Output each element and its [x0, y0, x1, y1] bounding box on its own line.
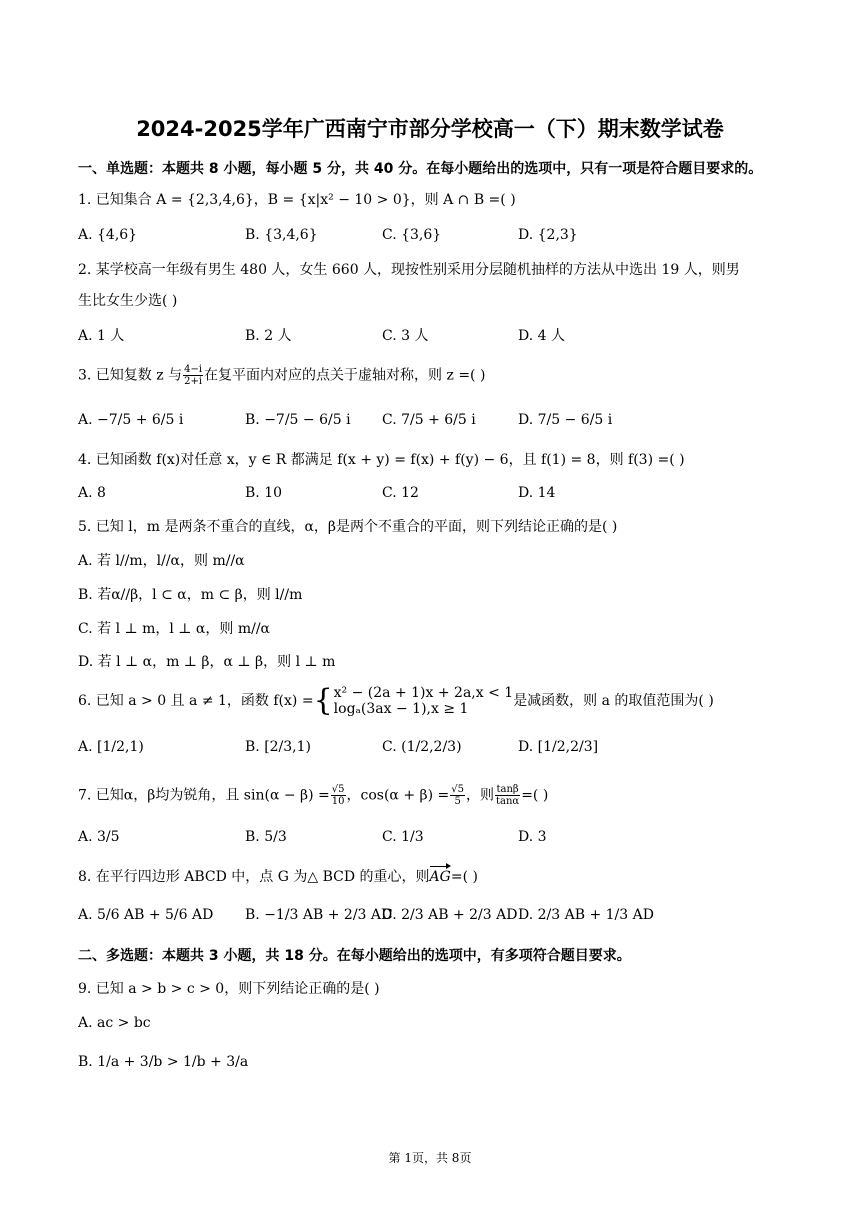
question-6-option-d: D. [1/2,2/3]: [518, 739, 599, 755]
question-4-option-c: C. 12: [382, 485, 419, 501]
question-7-fraction-1: $\frac{√5}{10}$: [331, 784, 345, 807]
question-7-option-c: C. 1/3: [382, 829, 424, 845]
question-3-option-d: D. 7/5 − 6/5 i: [518, 412, 613, 428]
question-2-stem-line2: 生比女生少选( ): [78, 293, 178, 309]
question-6-option-c: C. (1/2,2/3): [382, 739, 462, 755]
question-5-option-d: D. 若 l ⊥ α，m ⊥ β，α ⊥ β，则 l ⊥ m: [78, 654, 336, 670]
question-2-option-d: D. 4 人: [518, 328, 565, 344]
question-7-option-a: A. 3/5: [78, 829, 120, 845]
question-5-stem: 5. 已知 l，m 是两条不重合的直线，α，β是两个不重合的平面，则下列结论正确的是( ): [78, 519, 618, 535]
question-6-option-b: B. [2/3,1): [245, 739, 312, 755]
question-8-option-b: B. −1/3 AB + 2/3 AD: [245, 907, 393, 923]
question-8-option-a: A. 5/6 AB + 5/6 AD: [78, 907, 214, 923]
question-8-text-a: 8. 在平行四边形 ABCD 中，点 G 为△ BCD 的重心，则: [78, 869, 430, 885]
question-9-stem: 9. 已知 a > b > c > 0，则下列结论正确的是( ): [78, 981, 380, 997]
vector-ag: AG: [429, 869, 451, 885]
page-footer: 第 1页，共 8页: [388, 1151, 472, 1165]
piecewise-case-1: x² − (2a + 1)x + 2a,x < 1: [333, 685, 514, 701]
question-4-option-d: D. 14: [518, 485, 556, 501]
question-3-text-a: 3. 已知复数 z 与: [78, 367, 183, 384]
piecewise-case-2: logₐ(3ax − 1),x ≥ 1: [333, 701, 469, 717]
question-5-option-b: B. 若α//β，l ⊂ α，m ⊂ β，则 l//m: [78, 587, 303, 603]
question-3-option-a: A. −7/5 + 6/5 i: [78, 412, 184, 428]
question-6-option-a: A. [1/2,1): [78, 739, 144, 755]
question-3-text-b: 在复平面内对应的点关于虚轴对称，则 z =( ): [204, 367, 486, 384]
question-2-stem-line1: 2. 某学校高一年级有男生 480 人，女生 660 人，现按性别采用分层随机抽样的方法从中选出 19 人，则男: [78, 262, 740, 278]
question-9-option-a: A. ac > bc: [78, 1015, 151, 1031]
question-4-option-b: B. 10: [245, 485, 283, 501]
question-3-option-c: C. 7/5 + 6/5 i: [382, 412, 476, 428]
question-2-option-a: A. 1 人: [78, 328, 125, 344]
question-5-option-c: C. 若 l ⊥ m，l ⊥ α，则 m//α: [78, 621, 270, 637]
question-3-stem: [78, 364, 485, 387]
question-1-option-c: C. {3,6}: [382, 227, 442, 243]
question-9-option-b: B. 1/a + 3/b > 1/b + 3/a: [78, 1054, 249, 1070]
question-7-text-c: ，则: [466, 787, 494, 804]
question-3-fraction: $\frac{4-i}{2+i}$: [184, 364, 203, 387]
question-1-stem: [78, 190, 516, 210]
question-6-text-b: 是减函数，则 a 的取值范围为( ): [513, 693, 714, 709]
question-8-text-b: =( ): [450, 869, 478, 885]
question-8-option-c: C. 2/3 AB + 2/3 AD: [382, 907, 518, 923]
question-7-option-b: B. 5/3: [245, 829, 287, 845]
question-7-text-a: 7. 已知α，β均为锐角，且 sin(α − β) =: [78, 787, 330, 804]
question-2-option-b: B. 2 人: [245, 328, 292, 344]
question-2-option-c: C. 3 人: [382, 328, 429, 344]
section-heading-multiple-choice: 二、多选题：本题共 3 小题，共 18 分。在每小题给出的选项中，有多项符合题目要求。: [78, 948, 631, 964]
question-1-option-a: A. {4,6}: [78, 227, 138, 243]
question-7-fraction-3: $\frac{\tan\beta}{\tan\alpha}$: [496, 784, 520, 807]
question-7-text-d: =( ): [521, 787, 549, 804]
question-7-option-d: D. 3: [518, 829, 547, 845]
question-6-text-a: 6. 已知 a > 0 且 a ≠ 1，函数 f(x) =: [78, 693, 314, 709]
question-4-option-a: A. 8: [78, 485, 106, 501]
question-1-option-d: D. {2,3}: [518, 227, 578, 243]
question-1-option-b: B. {3,4,6}: [245, 227, 318, 243]
question-8-stem: [78, 867, 478, 887]
piecewise-cases: [334, 685, 514, 717]
section-heading-single-choice: 一、单选题：本题共 8 小题，每小题 5 分，共 40 分。在每小题给出的选项中，只有一项是符合题目要求的。: [78, 161, 763, 177]
question-1-text: 1. 已知集合 A = {2,3,4,6}，B = {x|x² − 10 > 0}，则 A ∩ B =( ): [78, 192, 516, 208]
question-8-option-d: D. 2/3 AB + 1/3 AD: [518, 907, 654, 923]
question-6-stem: [78, 683, 714, 719]
question-7-stem: [78, 784, 548, 807]
question-4-stem: 4. 已知函数 f(x)对任意 x，y ∈ R 都满足 f(x + y) = f(x) + f(y) − 6，且 f(1) = 8，则 f(3) =( ): [78, 452, 685, 468]
question-3-option-b: B. −7/5 − 6/5 i: [245, 412, 351, 428]
page-title: 2024-2025学年广西南宁市部分学校高一（下）期末数学试卷: [136, 117, 724, 141]
question-7-text-b: ，cos(α + β) =: [346, 787, 450, 804]
question-7-fraction-2: $\frac{√5}{5}$: [451, 784, 464, 807]
piecewise-brace: {: [313, 683, 333, 718]
question-5-option-a: A. 若 l//m，l//α，则 m//α: [78, 553, 245, 569]
